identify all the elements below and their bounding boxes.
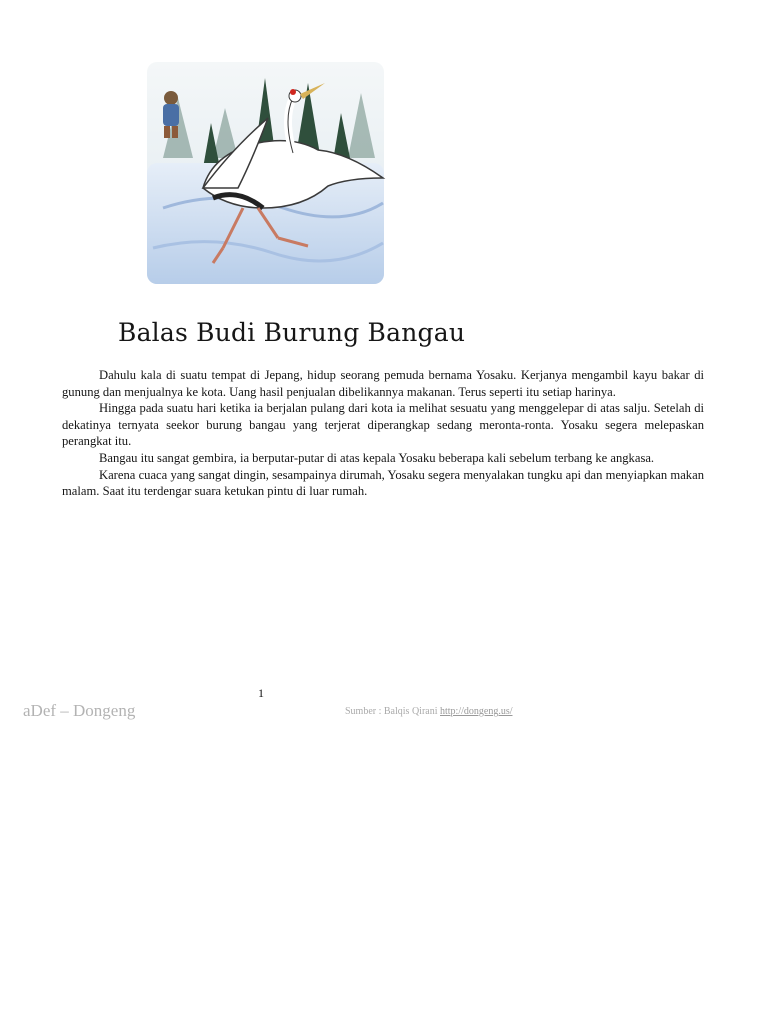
footer-source — [345, 706, 513, 717]
paragraph: Karena cuaca yang sangat dingin, sesampainya dirumah, Yosaku segera menyalakan tungku api dan menyiapkan makan malam. Saat itu terdengar suara ketukan pintu di luar rumah. — [62, 467, 704, 499]
story-body — [62, 367, 704, 500]
source-link[interactable]: http://dongeng.us/ — [440, 706, 513, 717]
paragraph: Dahulu kala di suatu tempat di Jepang, hidup seorang pemuda bernama Yosaku. Kerjanya mengambil kayu bakar di gunung dan menjualnya ke kota. Uang hasil penjualan dibelikannya makanan. Terus seperti itu setiap harinya. — [62, 368, 704, 399]
story-title: Balas Budi Burung Bangau — [118, 318, 466, 347]
paragraph: Hingga pada suatu hari ketika ia berjalan pulang dari kota ia melihat sesuatu yang menggelepar di atas salju. Setelah di dekatinya ternyata seekor burung bangau yang terjerat diperangkap sedang meronta-ronta. Yosaku segera melepaskan perangkat itu. — [62, 401, 704, 449]
crane-illustration — [143, 58, 388, 288]
paragraph: Bangau itu sangat gembira, ia berputar-putar di atas kepala Yosaku beberapa kali sebelum terbang ke angkasa. — [99, 450, 655, 465]
page-number: 1 — [258, 686, 264, 700]
source-label: Sumber : Balqis Qirani — [345, 706, 438, 717]
footer-brand: aDef – Dongeng — [23, 701, 136, 720]
